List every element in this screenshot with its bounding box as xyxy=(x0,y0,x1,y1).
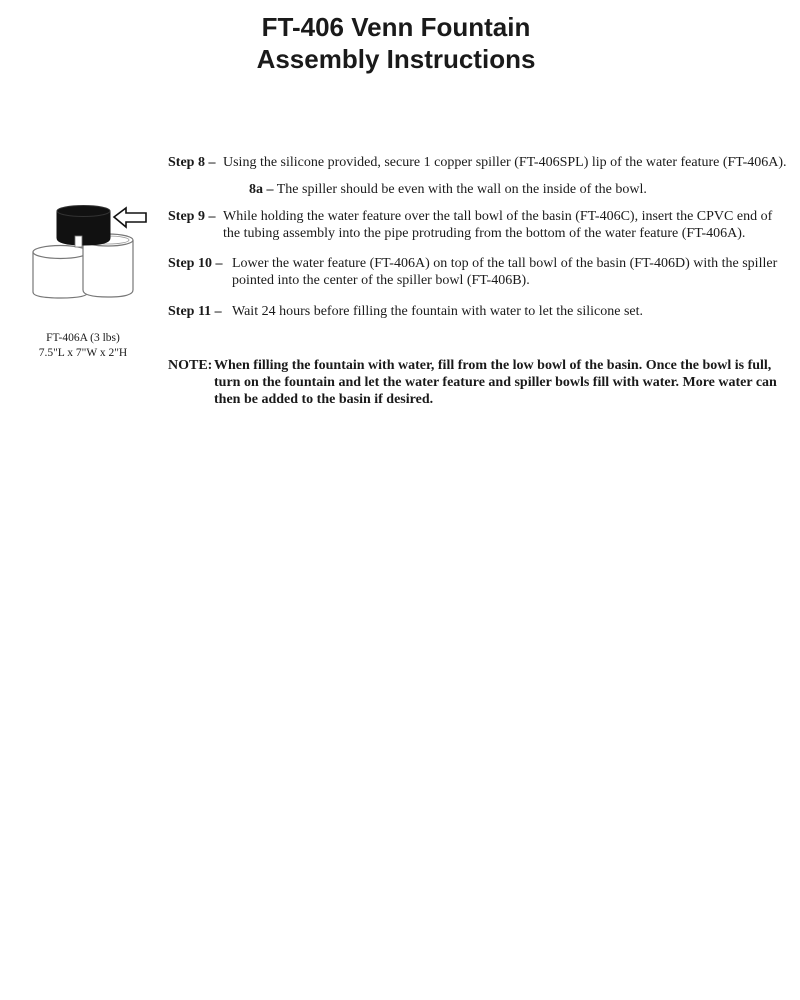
document-header xyxy=(0,12,792,74)
figure-caption xyxy=(18,331,148,361)
caption-part-weight: FT-406A (3 lbs) xyxy=(46,332,120,344)
spiller-notch xyxy=(75,236,82,247)
water-feature-rim xyxy=(57,206,110,217)
step-11-text: Wait 24 hours before filling the fountain with water to let the silicone set. xyxy=(232,304,643,319)
step-8-label: Step 8 – xyxy=(168,155,216,170)
arrow-icon xyxy=(114,208,146,227)
step-11 xyxy=(168,303,792,320)
step-9-text: While holding the water feature over the tall bowl of the basin (FT-406C), insert the CPVC end of the tubing assembly into the pipe protruding from the bottom of the water feature (FT-406A). xyxy=(223,209,773,241)
document-title: FT-406 Venn Fountain xyxy=(261,12,531,42)
low-bowl-rim xyxy=(33,246,88,259)
step-10 xyxy=(168,255,792,289)
fountain-illustration xyxy=(28,200,152,304)
step-8 xyxy=(168,154,792,171)
instruction-steps xyxy=(168,154,792,408)
step-9-label: Step 9 – xyxy=(168,209,216,224)
step-8a-label: 8a – xyxy=(249,182,274,197)
step-9 xyxy=(168,208,792,242)
step-8a xyxy=(168,181,792,198)
document-subtitle: Assembly Instructions xyxy=(256,44,536,74)
step-8-text: Using the silicone provided, secure 1 copper spiller (FT-406SPL) lip of the water feature (FT-406A). xyxy=(223,155,787,170)
step-8a-text: The spiller should be even with the wall on the inside of the bowl. xyxy=(276,182,647,197)
step-11-label: Step 11 – xyxy=(168,304,222,319)
note-block xyxy=(168,357,792,408)
note-text: When filling the fountain with water, fill from the low bowl of the basin. Once the bowl is full, turn on the fountain and let the water feature and spiller bowls fill with water. More water can then be added to the basin if desired. xyxy=(214,358,777,407)
tall-bowl-shape xyxy=(83,240,133,297)
note-label: NOTE: xyxy=(168,358,213,373)
fountain-icon xyxy=(28,200,152,304)
step-10-text: Lower the water feature (FT-406A) on top of the tall bowl of the basin (FT-406D) with the spiller pointed into the center of the spiller bowl (FT-406B). xyxy=(232,256,778,288)
step-10-label: Step 10 – xyxy=(168,256,223,271)
caption-part-dimensions: 7.5"L x 7"W x 2"H xyxy=(38,347,128,359)
